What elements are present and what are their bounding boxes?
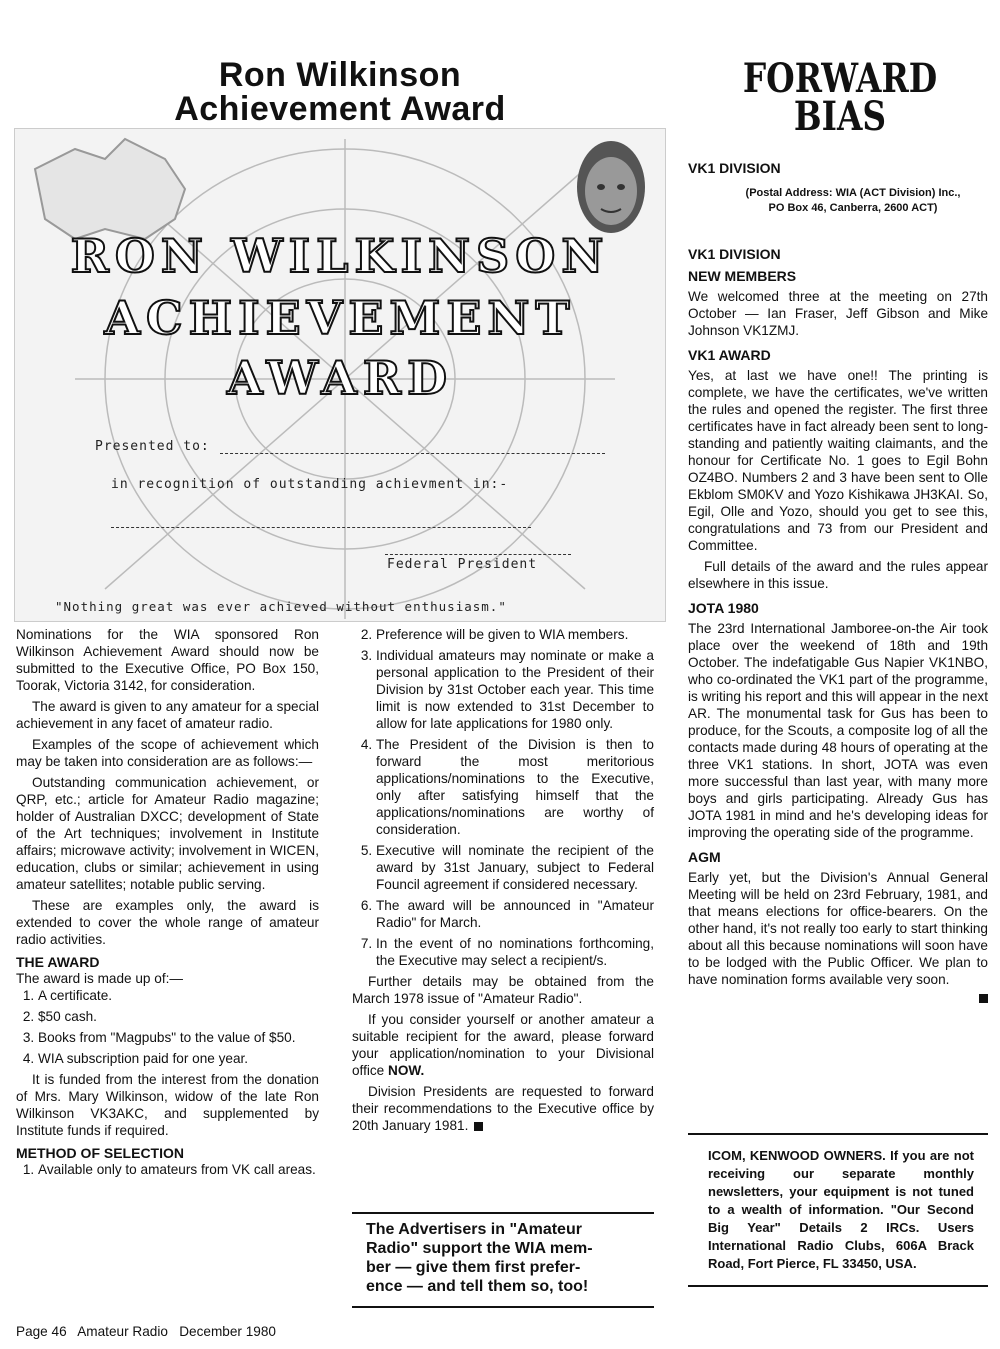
jota-text: The 23rd International Jamboree-on-the Air took place over the weekend of 18th and 19th October. The indefatigable Gus Napier VK1NBO, who co-ordinated the VK1 part of the programme, is writing his report and this will appear in the next AR. The monumental task for Gus has been to produce, for the Scouts, a composite log of all the contacts made during 48 hours of operating at the three VK1 stations. In short, JOTA was even more successful than last year, with many more boys and girls participating. Already Gus has JOTA 1981 in mind and he's developing ideas for improving the operating side of the programme. — [688, 621, 989, 840]
vk1-award-heading: VK1 AWARD — [688, 347, 771, 363]
col1-p5: These are examples only, the award is extended to cover the whole range of amateur radio activities. — [16, 898, 319, 947]
method-list-continued — [352, 626, 654, 969]
award-headline — [0, 58, 680, 126]
forward-bias-title — [717, 55, 963, 140]
advertiser-line1: The Advertisers in "Amateur — [366, 1221, 582, 1238]
forward-bias-line2: BIAS — [793, 93, 887, 140]
signature-label: Federal President — [387, 557, 538, 572]
certificate-motto: "Nothing great was ever achieved without enthusiasm." — [55, 599, 507, 614]
method-item: 2. Preference will be given to WIA members. — [376, 626, 654, 643]
method-list — [16, 1161, 319, 1178]
advertiser-line4: ence — and tell them so, too! — [366, 1278, 589, 1295]
jota-heading: JOTA 1980 — [688, 600, 759, 616]
method-item: 4. The President of the Division is then to forward the most meritorious applications/nominations to the Executive, only after satisfying himself that the applications/nominations are worthy of consideration. — [376, 736, 654, 838]
col2-p2 — [352, 1011, 654, 1079]
recognition-label: in recognition of outstanding achievment in:- — [111, 477, 509, 492]
col2-p2-emphasis: NOW. — [388, 1063, 425, 1078]
advertiser-line2: Radio" support the WIA mem- — [366, 1240, 593, 1257]
presented-to-line — [220, 453, 605, 454]
award-list — [16, 987, 319, 1067]
column-1 — [16, 626, 319, 1182]
right-column — [688, 160, 988, 1008]
the-award-heading: THE AWARD — [16, 954, 100, 970]
advertiser-line3: ber — give them first prefer- — [366, 1259, 581, 1276]
method-item: 7. In the event of no nominations forthcoming, the Executive may select a recipient/s. — [376, 935, 654, 969]
achievement-line — [111, 527, 531, 528]
col2-p2-text: If you consider yourself or another amateur a suitable recipient for the award, please forward your application/nomination to your Divisional office — [352, 1012, 654, 1078]
agm-end — [688, 990, 988, 1008]
agm-text — [688, 869, 988, 988]
method-heading: METHOD OF SELECTION — [16, 1145, 184, 1161]
division-heading-2: VK1 DIVISION — [688, 246, 781, 262]
new-members-heading: NEW MEMBERS — [688, 268, 797, 284]
award-item: 4. WIA subscription paid for one year. — [38, 1050, 319, 1067]
agm-heading: AGM — [688, 849, 721, 865]
award-intro: The award is made up of:— — [16, 971, 183, 986]
end-mark-icon — [979, 994, 988, 1003]
postal-address — [718, 186, 988, 216]
certificate-title-line3: AWARD — [227, 351, 453, 405]
award-item: 1. A certificate. — [38, 987, 319, 1004]
method-item: 6. The award will be announced in "Amateur Radio" for March. — [376, 897, 654, 931]
signature-line — [385, 554, 571, 555]
col1-p3: Examples of the scope of achievement which may be taken into consideration are as follows:— — [16, 737, 319, 769]
method-item: 5. Executive will nominate the recipient of the award by 31st January, subject to Federal Founcil agreement if considered necessary. — [376, 842, 654, 893]
certificate-title-line2: ACHIEVEMENT — [104, 291, 576, 345]
column-2 — [352, 626, 654, 1134]
vk1-award-text-2: Full details of the award and the rules appear elsewhere in this issue. — [688, 559, 988, 591]
col2-p3-text: Division Presidents are requested to forward their recommendations to the Executive office by 20th January 1981. — [352, 1084, 654, 1133]
award-headline-line1: Ron Wilkinson — [218, 56, 462, 94]
method-item: 3. Individual amateurs may nominate or make a personal application to the President of their Division by 31st October each year. This time limit is now extended to 31st December to allow for late applications for 1980 only. — [376, 647, 654, 732]
advertiser-notice — [352, 1212, 654, 1308]
certificate-image — [14, 128, 666, 622]
col2-p1: Further details may be obtained from the March 1978 issue of "Amateur Radio". — [352, 974, 654, 1006]
method-item: 1. Available only to amateurs from VK call areas. — [38, 1161, 319, 1178]
col2-p3 — [352, 1083, 654, 1134]
col1-p6: It is funded from the interest from the donation of Mrs. Mary Wilkinson, widow of the late Ron Wilkinson VK3AKC, and supplemented by Institute funds if required. — [16, 1072, 319, 1138]
new-members-text: We welcomed three at the meeting on 27th October — Ian Fraser, Jeff Gibson and Mike Johnson VK1ZMJ. — [688, 289, 988, 338]
col1-intro: Nominations for the WIA sponsored Ron Wilkinson Achievement Award should now be submitted to the Executive Office, PO Box 150, Toorak, Victoria 3142, for consideration. — [16, 627, 319, 693]
award-headline-line2: Achievement Award — [174, 90, 506, 128]
postal-line2: PO Box 46, Canberra, 2600 ACT) — [768, 202, 938, 214]
agm-text-body: Early yet, but the Division's Annual General Meeting will be held on 23rd February, 1981, and that means elections for office-bearers. On the other hand, it's not really too early to start thinking about all this because nominations will soon have to be lodged with the Public Officer. We plan to have nomination forms available very soon. — [688, 870, 988, 987]
australia-map-icon — [35, 139, 185, 239]
icom-notice — [688, 1133, 988, 1287]
page-footer: Page 46 Amateur Radio December 1980 — [16, 1324, 276, 1339]
portrait-photo — [577, 141, 645, 233]
col1-p2: The award is given to any amateur for a special achievement in any facet of amateur radio. — [16, 699, 319, 731]
vk1-award-text: Yes, at last we have one!! The printing is complete, we have the certificates, we've written the rules and opened the register. The first three certificates have in fact already been sent to long-standing and patiently waiting claimants, and the honour for Certificate No. 1 goes to Egil Bohn OZ4BO. Numbers 2 and 3 have been sent to Olle Ekblom SM0KV and Yozo Kishikawa JH3KAI. So, Egil, Olle and Yozo, should you get to see this, congratulations and 73 from our President and Committee. — [688, 368, 988, 553]
award-item: 2. $50 cash. — [38, 1008, 319, 1025]
division-heading: VK1 DIVISION — [688, 160, 781, 176]
presented-to-label: Presented to: — [95, 439, 210, 454]
col1-p4: Outstanding communication achievement, or QRP, etc.; article for Amateur Radio magazine; holder of Australian DXCC; development of State of the Art techniques; involvement in Institute affairs; microwave activity; involvement in WICEN, education, clubs or similar; achievement in using amateur satellites; notable public serving. — [16, 775, 319, 892]
icom-notice-text: ICOM, KENWOOD OWNERS. If you are not receiving our separate monthly newsletters, your equipment is not tuned to a wealth of information. "Our Second Big Year" Details 2 IRCs. Users International Radio Clubs, 606A Brack Road, Fort Pierce, FL 33450, USA. — [708, 1148, 974, 1271]
end-mark-icon — [474, 1122, 483, 1131]
forward-bias-line1: FORWARD — [742, 55, 938, 102]
postal-line1: (Postal Address: WIA (ACT Division) Inc., — [745, 187, 961, 199]
award-item: 3. Books from "Magpubs" to the value of $50. — [38, 1029, 319, 1046]
certificate-title-line1: RON WILKINSON — [70, 229, 610, 283]
